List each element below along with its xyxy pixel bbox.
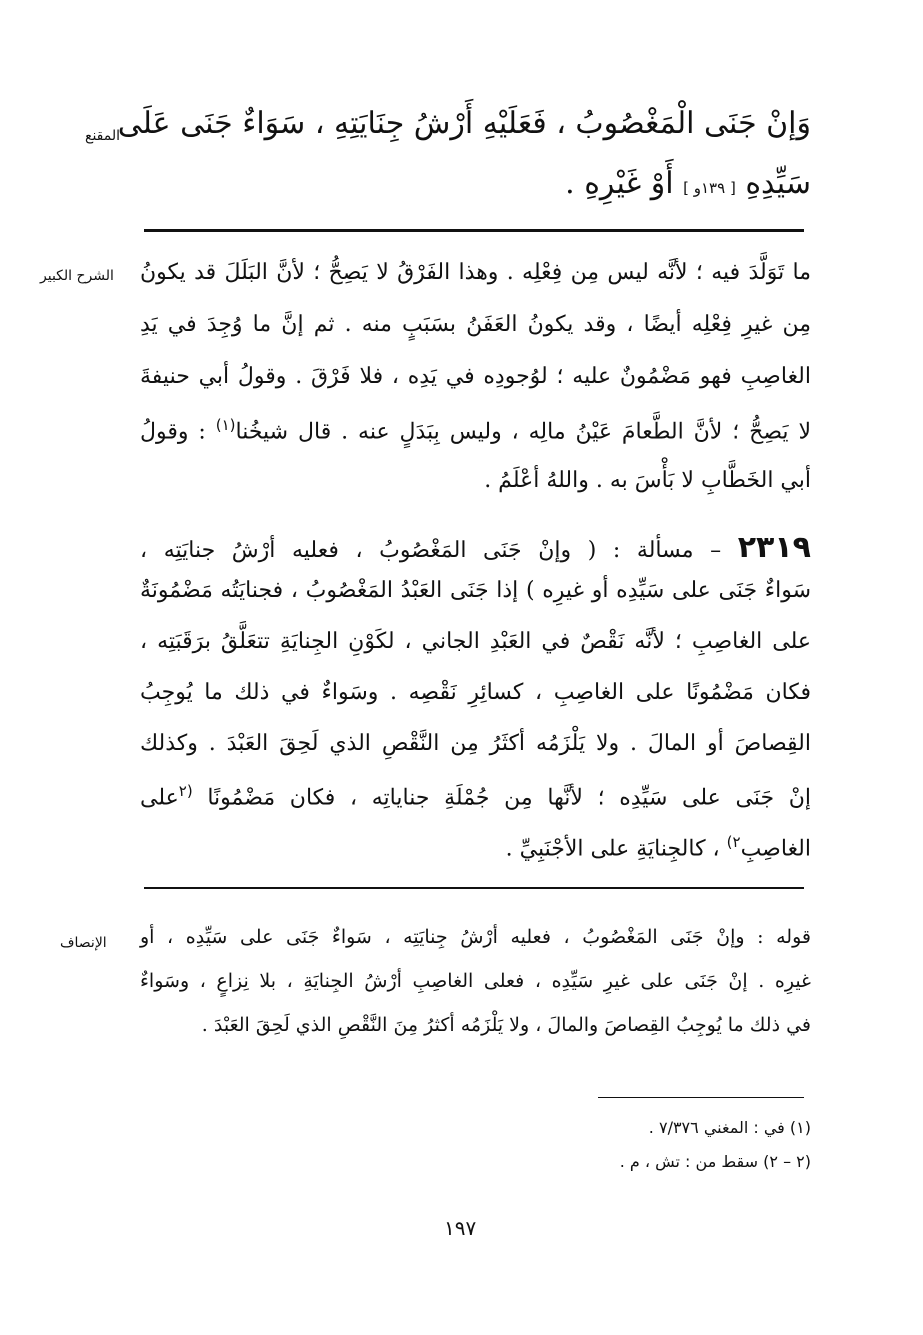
insaf-line: غيرِه . إنْ جَنَى على غيرِ سَيِّدِه ، فعلى الغاصِبِ أرْشُ الجِنايَةِ ، بلا نِزاعٍ ، وسَواءٌ	[140, 970, 811, 992]
insaf-label: الإنصاف	[60, 935, 107, 951]
sharh-label: الشرح الكبير	[40, 268, 114, 284]
footnote-ref-1: (١)	[215, 416, 236, 434]
insaf-text	[140, 918, 811, 1048]
sharh-line: الغاصِبِ$^{٢)}$ ، كالجِنايَةِ على الأجْنَبِيِّ .	[505, 833, 811, 862]
footnote-divider	[598, 1097, 804, 1098]
section-divider	[144, 887, 804, 889]
footnote-1: (١) في : المغني ٧/٣٧٦ .	[648, 1118, 811, 1137]
issue-heading-line: ٢٣١٩ – مسألة : ( وإنْ جَنَى المَغْصُوبُ ، فعليه أرْشُ جنايَتِه ،	[140, 530, 811, 565]
footnote-ref-2-close: ٢)	[726, 833, 741, 851]
muqni-line-1: وَإنْ جَنَى الْمَغْصُوبُ ، فَعَلَيْهِ أَرْشُ جِنَايَتِهِ ، سَوَاءٌ جَنَى عَلَى	[117, 106, 811, 141]
section-divider-thick	[144, 229, 804, 232]
sharh-line: على الغاصِبِ ؛ لأنَّه نَقْصٌ في العَبْدِ الجاني ، لكَوْنِ الجِنايَةِ تتعَلَّقُ برَقَبَتِه ،	[140, 629, 811, 654]
sharh-line: ما تَوَلَّدَ فيه ؛ لأنَّه ليس مِن فِعْلِه . وهذا الفَرْقُ لا يَصِحُّ ؛ لأنَّ البَلَلَ قد يكونُ	[140, 260, 811, 285]
sharh-para-1	[140, 252, 811, 502]
muqni-word: سَيِّدِهِ	[745, 166, 811, 201]
sharh-line: أبي الخَطَّابِ لا بَأْسَ به . واللهُ أعْلَمُ .	[484, 468, 811, 493]
page-number: ١٩٧	[444, 1216, 477, 1240]
issue-number: ٢٣١٩	[737, 530, 811, 565]
sharh-line: لا يَصِحُّ ؛ لأنَّ الطَّعامَ عَيْنُ مالِه ، وليس بِبَدَلٍ عنه . قال شيخُنا$^{(١)}$ : وقولُ	[140, 416, 811, 445]
sharh-para-2	[140, 528, 811, 868]
muqni-line-2	[140, 166, 811, 201]
sharh-line: مِن غيرِ فِعْلِه أيضًا ، وقد يكونُ العَفَنُ بسَبَبٍ منه . ثم إنَّ ما وُجِدَ في يَدِ	[140, 312, 811, 337]
muqni-text	[117, 100, 811, 230]
sharh-line: فكان مَضْمُونًا على الغاصِبِ ، كسائِرِ نَقْصِه . وسَواءٌ في ذلك ما يُوجِبُ	[140, 680, 811, 705]
footnote-ref-2-open: (٢	[178, 782, 193, 800]
muqni-word: أَوْ غَيْرِهِ .	[565, 166, 674, 201]
sharh-line: القِصاصَ أو المالَ . ولا يَلْزَمُه أكثَرُ مِن النَّقْصِ الذي لَحِقَ العَبْدَ . وكذلك	[140, 731, 811, 756]
insaf-line: قوله : وإنْ جَنَى المَغْصُوبُ ، فعليه أرْشُ جِنايَتِه ، سَواءٌ جَنَى على سَيِّدِه ، أو	[140, 926, 811, 948]
insaf-line: في ذلك ما يُوجِبُ القِصاصَ والمالَ ، ولا يَلْزَمُه أكثرُ مِنَ النَّقْصِ الذي لَحِقَ العَبْدَ .	[201, 1014, 811, 1036]
sharh-line: سَواءٌ جَنَى على سَيِّدِه أو غيرِه ) إذا جَنَى العَبْدُ المَغْصُوبُ ، فجنايَتُه مَضْمُونَةٌ	[140, 578, 811, 603]
folio-marker: [ ١٣٩و ]	[683, 179, 736, 197]
sharh-line: الغاصِبِ فهو مَضْمُونٌ عليه ؛ لوُجودِه في يَدِه ، فلا فَرْقَ . وقولُ أبي حنيفةَ	[140, 364, 811, 389]
footnote-2: (٢ – ٢) سقط من : تش ، م .	[619, 1152, 811, 1171]
sharh-line: إنْ جَنَى على سَيِّدِه ؛ لأنَّها مِن جُمْلَةِ جناياتِه ، فكان مَضْمُونًا $^{(٢}$على	[140, 782, 811, 811]
muqni-label: المقنع	[85, 128, 121, 144]
